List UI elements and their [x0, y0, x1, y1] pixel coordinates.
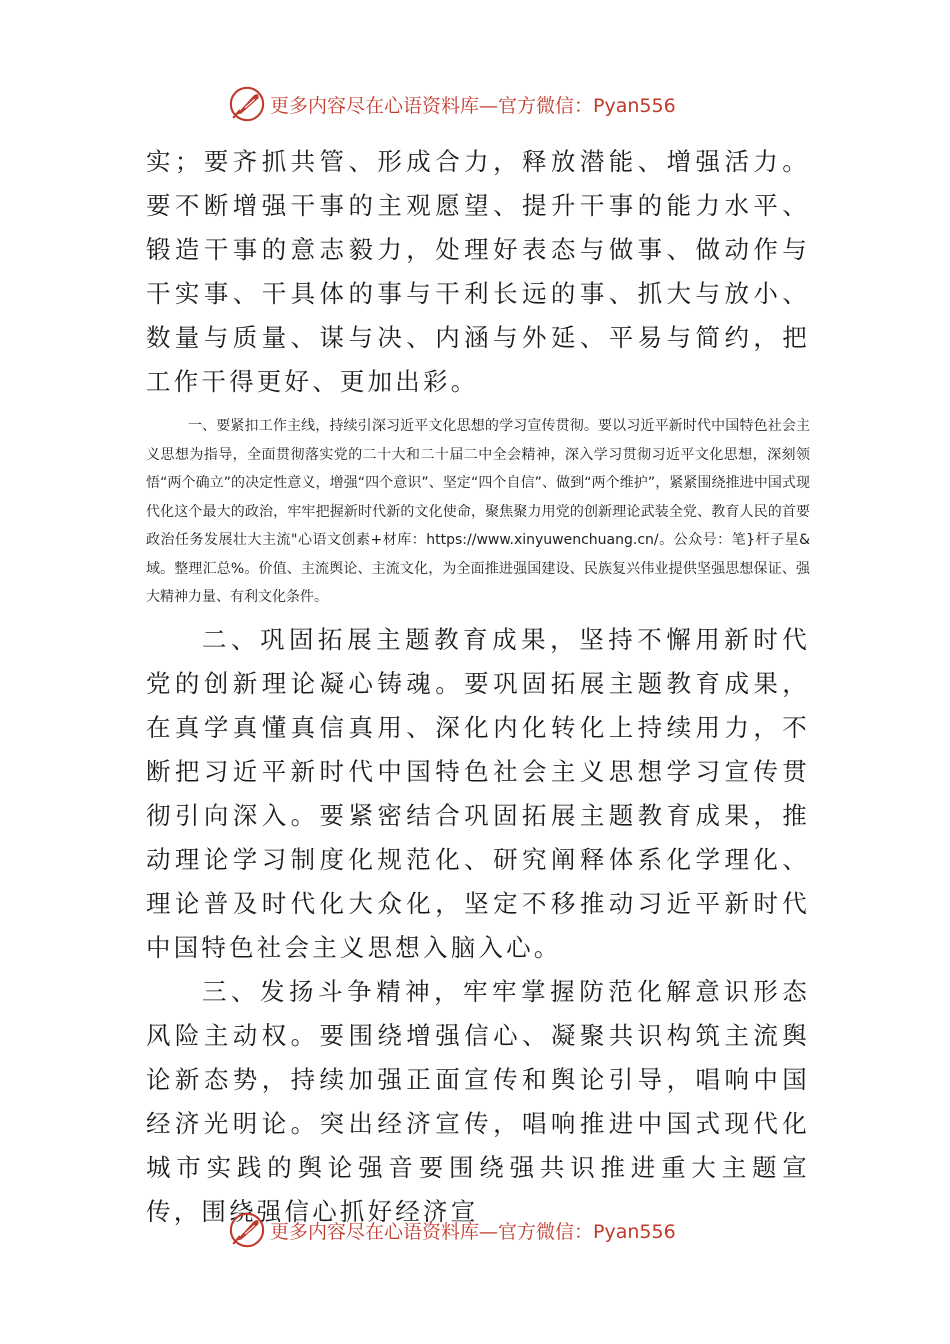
watermark-text: 更多内容尽在心语资料库—官方微信：Pyan556: [270, 94, 676, 117]
watermark-handle: Pyan556: [593, 94, 676, 117]
paragraph-1: 实；要齐抓共管、形成合力，释放潜能、增强活力。要不断增强干事的主观愿望、提升干事的能力水平、锻造干事的意志毅力，处理好表态与做事、做动作与干实事、干具体的事与干利长远的事、抓大与放小、数量与质量、谋与决、内涵与外延、平易与简约，把工作干得更好、更加出彩。: [146, 147, 810, 396]
watermark-handle: Pyan556: [593, 1220, 676, 1243]
header-watermark: [228, 82, 748, 126]
paragraph-4: 三、发扬斗争精神，牢牢掌握防范化解意识形态风险主动权。要围绕增强信心、凝聚共识构筑主流舆论新态势，持续加强正面宣传和舆论引导，唱响中国经济光明论。突出经济宣传，唱响推进中国式现代化城市实践的舆论强音要围绕强共识推进重大主题宣传，围绕强信心抓好经济宣: [146, 976, 810, 1226]
paragraph-3: 二、巩固拓展主题教育成果，坚持不懈用新时代党的创新理论凝心铸魂。要巩固拓展主题教育成果，在真学真懂真信真用、深化内化转化上持续用力，不断把习近平新时代中国特色社会主义思想学习宣传贯彻引向深入。要紧密结合巩固拓展主题教育成果，推动理论学习制度化规范化、研究阐释体系化学理化、理论普及时代化大众化，坚定不移推动习近平新时代中国特色社会主义思想入脑入心。: [146, 624, 810, 962]
footer-watermark: [228, 1208, 748, 1252]
quill-logo-icon: [228, 85, 266, 123]
quill-logo-icon: [228, 1211, 266, 1249]
document-body: [146, 140, 810, 1234]
paragraph-2: 一、要紧扣工作主线，持续引深习近平文化思想的学习宣传贯彻。要以习近平新时代中国特色社会主义思想为指导，全面贯彻落实党的二十大和二十届二中全会精神，深入学习贯彻习近平文化思想，深刻领悟“两个确立”的决定性意义，增强“四个意识”、坚定“四个自信”、做到“两个维护”，紧紧围绕推进中国式现代化这个最大的政治，牢牢把握新时代新的文化使命，聚焦聚力用党的创新理论武装全党、教育人民的首要政治任务发展壮大主流"心语文创素+材库：https://www.xinyuwenchuang.cn/。公众号：笔}杆子星&域。整理汇总%。价值、主流舆论、主流文化，为全面推进强国建设、民族复兴伟业提供坚强思想保证、强大精神力量、有利文化条件。: [146, 418, 810, 605]
watermark-text: 更多内容尽在心语资料库—官方微信：Pyan556: [270, 1220, 676, 1243]
